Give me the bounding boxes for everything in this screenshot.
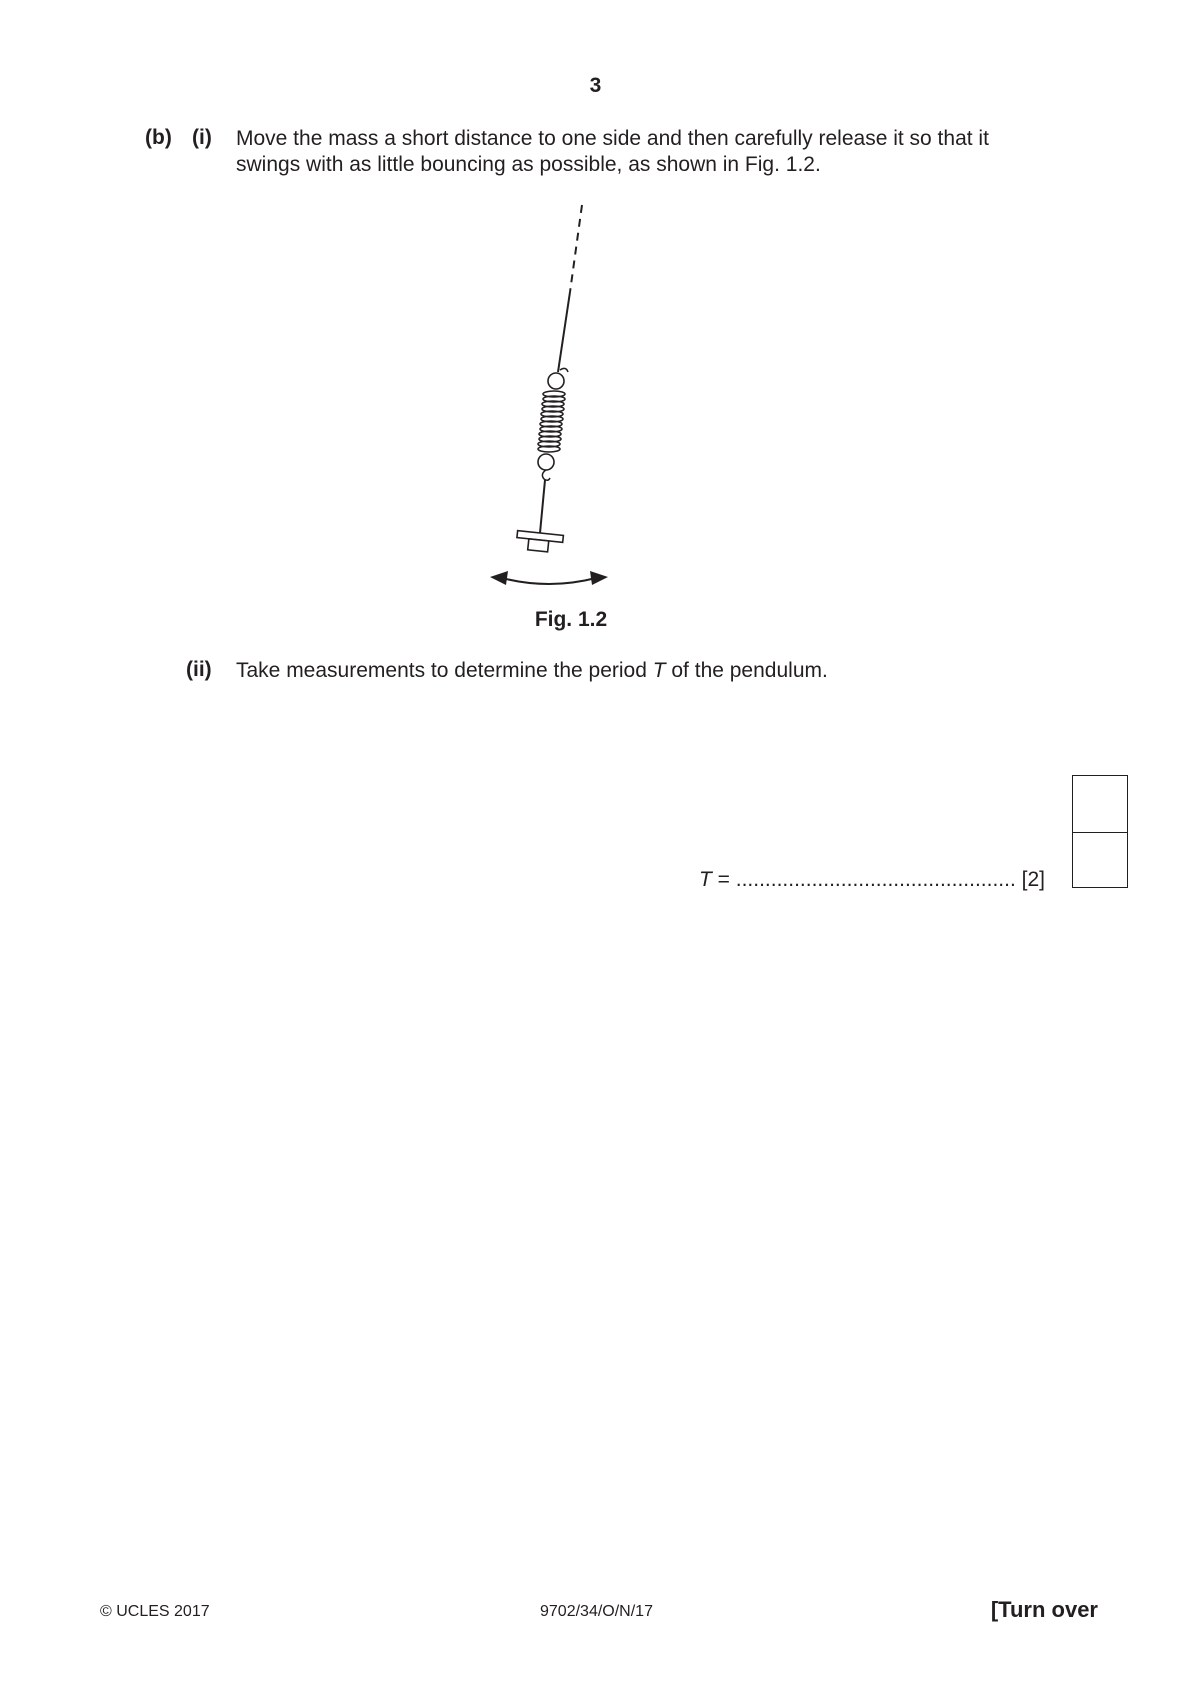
swing-arrowhead-right [590, 571, 608, 585]
examiner-mark-box [1072, 775, 1128, 888]
spring-top-ring [548, 373, 564, 389]
question-text-ii-after: of the pendulum. [665, 659, 828, 682]
question-label-i: (i) [192, 126, 212, 149]
lower-hook [542, 470, 550, 480]
question-label-ii: (ii) [186, 658, 212, 681]
period-variable: T [652, 659, 666, 682]
footer-turn-over: [Turn over [990, 1597, 1098, 1622]
swing-arc [502, 578, 596, 584]
page-number: 3 [589, 74, 602, 97]
question-text-ii-before: Take measurements to determine the period [236, 659, 653, 682]
mark-box-divider [1073, 832, 1127, 833]
answer-variable: T [698, 868, 712, 891]
spring-bottom-ring [538, 454, 554, 470]
pendulum-figure [480, 200, 680, 590]
spring-coils [538, 391, 565, 452]
answer-line[interactable] [699, 868, 1045, 892]
answer-equals: = [711, 868, 736, 891]
footer-paper-code: 9702/34/O/N/17 [540, 1603, 653, 1620]
upper-hook [560, 368, 568, 372]
answer-dots: ................................................ [735, 868, 1016, 891]
mass-hanger-rod [540, 480, 545, 533]
swing-arrowhead-left [490, 571, 508, 585]
mass-hanger [516, 531, 564, 554]
footer-copyright: © UCLES 2017 [100, 1603, 210, 1620]
question-text-i: Move the mass a short distance to one side and then carefully release it so that it swings with as little bouncing as possible, as shown in Fig. 1.2. [236, 127, 989, 176]
question-text-ii [236, 658, 828, 684]
answer-marks: [2] [1015, 868, 1045, 891]
figure-caption: Fig. 1.2 [534, 608, 608, 631]
string-dashed [570, 205, 582, 292]
question-label-b: (b) [145, 126, 172, 149]
string-upper [558, 292, 570, 372]
